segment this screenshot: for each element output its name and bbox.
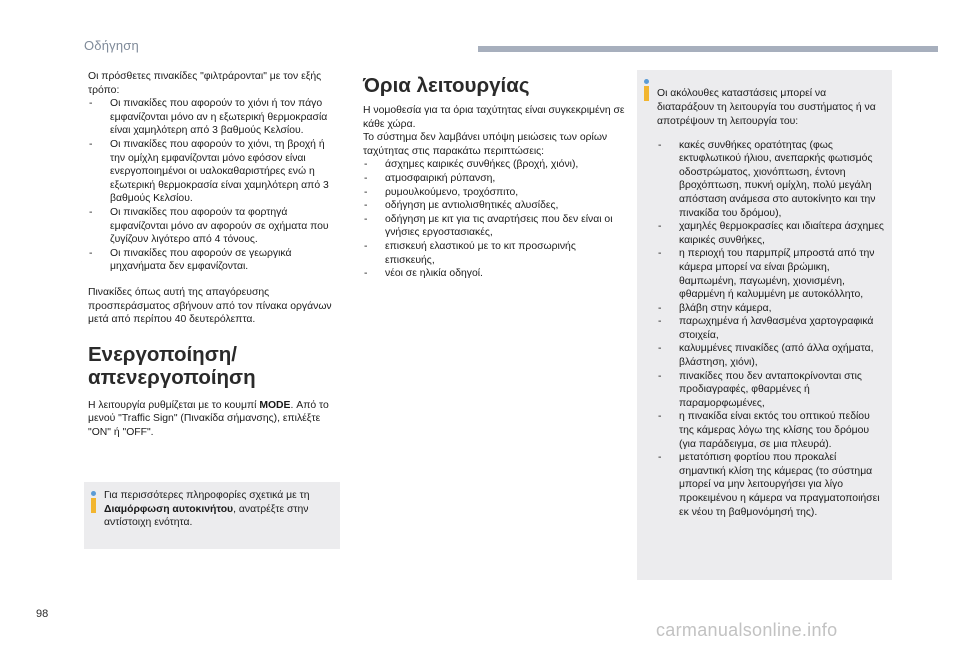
list-item: - επισκευή ελαστικού με το κιτ προσωρινής επισκευής, [363, 240, 625, 267]
list-item: - πινακίδες που δεν ανταποκρίνονται στις προδιαγραφές, φθαρμένες ή παραμορφωμένες, [657, 370, 884, 411]
list-item: - κακές συνθήκες ορατότητας (φως εκτυφλωτικού ήλιου, ανεπαρκής φωτισμός οδοστρώματος, χιονόπτωση, έντονη βροχόπτωση, πυκνή ομίχλη, πολύ μεγάλη απόσταση ανάμεσα στο αυτοκίνητο και την πινακίδα του δρόμου), [657, 139, 884, 221]
middle-column [363, 74, 625, 281]
activation-text-start: Η λειτουργία ρυθμίζεται με το κουμπί [88, 399, 260, 411]
left-column [88, 70, 340, 439]
mode-button-label: MODE [259, 399, 291, 411]
list-item: - Οι πινακίδες που αφορούν τα φορτηγά εμφανίζονται μόνο αν αφορούν σε οχήματα που ζυγίζουν λιγότερο από 4 τόνους. [88, 206, 340, 247]
limitations-list [657, 139, 884, 520]
header-bar [478, 46, 938, 52]
section-title-limits: Όρια λειτουργίας [363, 74, 530, 97]
list-item: - ατμοσφαιρική ρύπανση, [363, 172, 625, 186]
info-box-text: Για περισσότερες πληροφορίες σχετικά με τη Διαμόρφωση αυτοκινήτου, ανατρέξτε στην αντίστοιχη ενότητα. [104, 490, 310, 529]
list-item: - χαμηλές θερμοκρασίες και ιδιαίτερα άσχημες καιρικές συνθήκες, [657, 220, 884, 247]
vehicle-config-link: Διαμόρφωση αυτοκινήτου [104, 503, 234, 515]
limits-paragraph: Η νομοθεσία για τα όρια ταχύτητας είναι συγκεκριμένη σε κάθε χώρα. [363, 105, 625, 130]
info-box-vehicle-config [84, 482, 340, 549]
display-note: Πινακίδες όπως αυτή της απαγόρευσης προσπεράσματος σβήνουν από τον πίνακα οργάνων μετά από περίπου 40 δευτερόλεπτα. [88, 286, 332, 326]
list-item: - Οι πινακίδες που αφορούν το χιόνι, τη βροχή ή την ομίχλη εμφανίζονται μόνο εφόσον είναι ενεργοποιημένοι οι υαλοκαθαριστήρες ενώ η εξωτερική θερμοκρασία είναι χαμηλότερη από 3 βαθμούς Κελσίου. [88, 138, 340, 206]
spacer [88, 327, 340, 343]
list-item: - άσχημες καιρικές συνθήκες (βροχή, χιόνι), [363, 158, 625, 172]
info-icon [644, 79, 650, 101]
spacer [363, 97, 625, 104]
section-title-activation [88, 343, 340, 389]
list-item: - οδήγηση με αντιολισθητικές αλυσίδες, [363, 199, 625, 213]
page-number: 98 [36, 608, 49, 620]
limitations-intro: Οι ακόλουθες καταστάσεις μπορεί να διαταράξουν τη λειτουργία του συστήματος ή να αποτρέψουν τη λειτουργία του: [657, 88, 876, 127]
spacer [88, 274, 340, 286]
list-item: - καλυμμένες πινακίδες (από άλλα οχήματα, βλάστηση, χιόνι), [657, 342, 884, 369]
list-item: - ρυμουλκούμενο, τροχόσπιτο, [363, 186, 625, 200]
limits-list [363, 158, 625, 280]
filter-intro: Οι πρόσθετες πινακίδες "φιλτράρονται" με τον εξής τρόπο: [88, 71, 322, 96]
spacer [88, 389, 340, 399]
info-icon [91, 491, 97, 513]
list-item: - οδήγηση με κιτ για τις αναρτήσεις που δεν είναι οι γνήσιες εργοστασιακές, [363, 213, 625, 240]
filter-list [88, 97, 340, 274]
list-item: - η πινακίδα είναι εκτός του οπτικού πεδίου της κάμερας λόγω της κλίσης του δρόμου (για παράδειγμα, σε μια πλευρά). [657, 410, 884, 451]
list-item: - Οι πινακίδες που αφορούν σε γεωργικά μηχανήματα δεν εμφανίζονται. [88, 247, 340, 274]
watermark: carmanualsonline.info [656, 620, 838, 640]
section-title-line: απενεργοποίηση [88, 365, 256, 389]
list-item: - μετατόπιση φορτίου που προκαλεί σημαντική κλίση της κάμερας (το σύστημα μπορεί να μην λειτουργήσει για λίγο προκειμένου η κάμερα να πραγματοποιήσει εκ νέου τη βαθμονόμησή της). [657, 451, 884, 519]
list-item: - Οι πινακίδες που αφορούν το χιόνι ή τον πάγο εμφανίζονται μόνο αν η εξωτερική θερμοκρασία είναι χαμηλότερη από 3 βαθμούς Κελσίου. [88, 97, 340, 138]
limits-paragraph: Το σύστημα δεν λαμβάνει υπόψη μειώσεις των ορίων ταχύτητας στις παρακάτω περιπτώσεις: [363, 132, 608, 157]
activation-text-end: . Από το μενού "Traffic Sign" (Πινακίδα σήμανσης), επιλέξτε "ON" ή "OFF". [88, 399, 329, 438]
info-box-limitations [637, 70, 892, 580]
list-item: - νέοι σε ηλικία οδηγοί. [363, 267, 625, 281]
list-item: - παρωχημένα ή λανθασμένα χαρτογραφικά στοιχεία, [657, 315, 884, 342]
page-header-title: Οδήγηση [84, 38, 139, 53]
info-box-text [657, 77, 884, 519]
activation-text [88, 399, 340, 440]
section-title-line: Ενεργοποίηση/ [88, 342, 237, 366]
list-item: - βλάβη στην κάμερα, [657, 302, 884, 316]
list-item: - η περιοχή του παρμπρίζ μπροστά από την κάμερα μπορεί να είναι βρώμικη, θαμπωμένη, παγωμένη, χιονισμένη, φθαρμένη ή καλυμμένη με αυτοκόλλητο, [657, 247, 884, 301]
